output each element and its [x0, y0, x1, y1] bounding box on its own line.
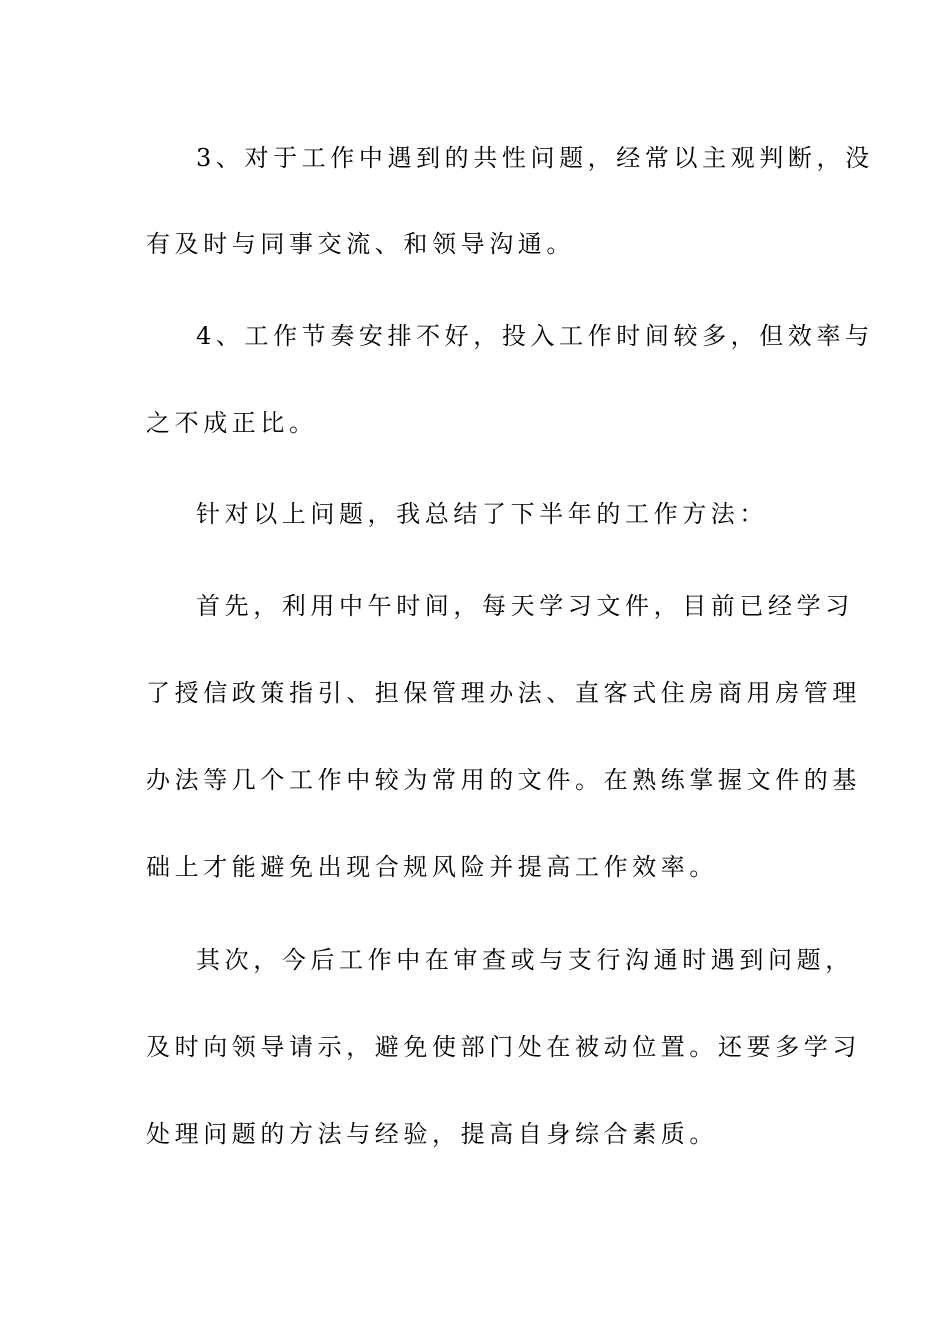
- paragraph-4-line-2: 之不成正比。: [146, 409, 318, 437]
- first-method-line-4: 础上才能避免出现合规风险并提高工作效率。: [146, 853, 718, 881]
- first-method-line-1: 首先，利用中午时间，每天学习文件，目前已经学习: [196, 592, 854, 620]
- second-method-line-3: 处理问题的方法与经验，提高自身综合素质。: [146, 1120, 718, 1148]
- paragraph-4-line-1: 4、工作节奏安排不好，投入工作时间较多，但效率与: [196, 322, 874, 350]
- second-method-line-2: 及时向领导请示，避免使部门处在被动位置。还要多学习: [146, 1033, 861, 1061]
- second-method-line-1: 其次，今后工作中在审查或与支行沟通时遇到问题，: [196, 946, 854, 974]
- paragraph-3-line-2: 有及时与同事交流、和领导沟通。: [146, 230, 575, 258]
- first-method-line-3: 办法等几个工作中较为常用的文件。在熟练掌握文件的基: [146, 766, 861, 794]
- first-method-line-2: 了授信政策指引、担保管理办法、直客式住房商用房管理: [146, 679, 861, 707]
- summary-intro-line: 针对以上问题，我总结了下半年的工作方法：: [196, 500, 768, 528]
- paragraph-3-line-1: 3、对于工作中遇到的共性问题，经常以主观判断，没: [196, 144, 874, 172]
